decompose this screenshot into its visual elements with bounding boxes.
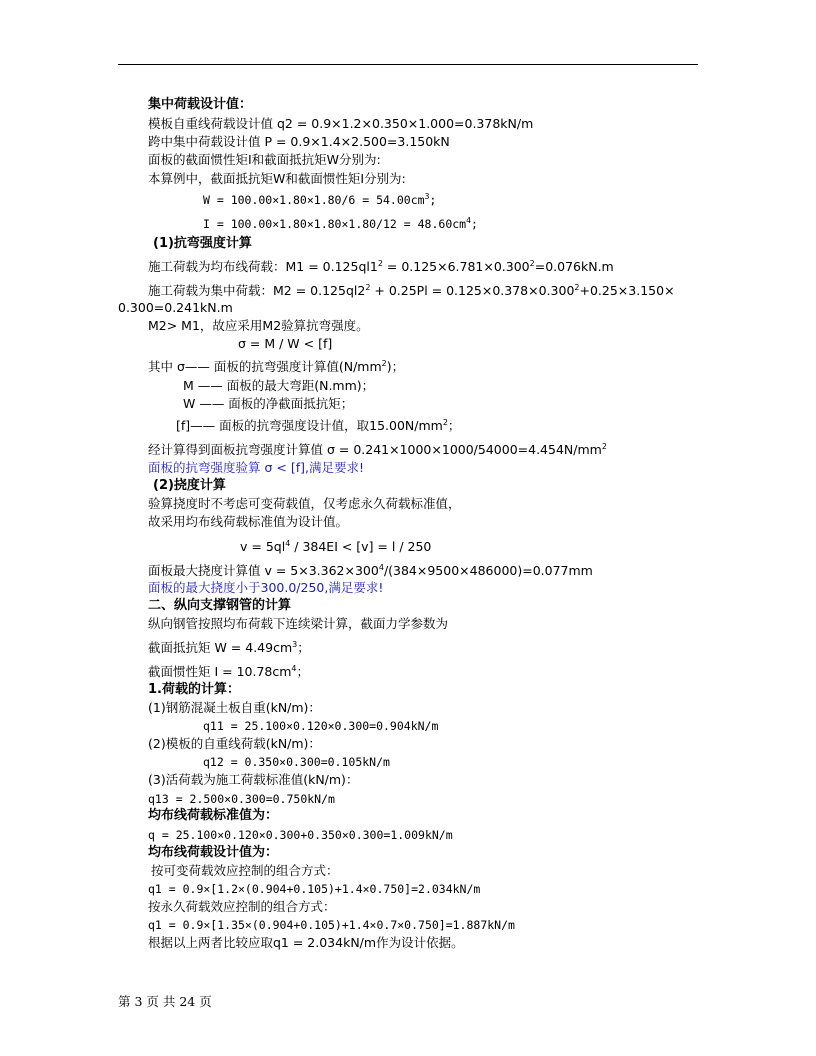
text-line: 纵向钢管按照均布荷载下连续梁计算，截面力学参数为 (148, 616, 449, 631)
formula-m1: 施工荷载为均布线荷载：$M1 = 0.125ql1^2 = 0.125\times 6.781\times 0.300^2=0.076kN.m$ (148, 259, 614, 274)
result-sigma: 经计算得到面板抗弯强度计算值 $\sigma = 0.241\times 1000\times 1000/54000=4.454N/mm^2$ (148, 442, 607, 457)
formula-q1-variable: q1 = 0.9×[1.2×(0.904+0.105)+1.4×0.750]=2.034kN/m (148, 882, 481, 896)
formula-q1-permanent: q1 = 0.9×[1.35×(0.904+0.105)+1.4×0.7×0.750]=1.887kN/m (148, 918, 515, 932)
text-line: (1)钢筋混凝土板自重(kN/m)： (148, 700, 321, 715)
formula-sigma: σ = M / W < [f] (238, 336, 333, 351)
definition-w: W —— 面板的净截面抵抗矩； (183, 396, 354, 411)
formula-q11: q11 = 25.100×0.120×0.300=0.904kN/m (203, 719, 439, 733)
text-line: 故采用均布线荷载标准值为设计值。 (148, 514, 349, 529)
text-line: 验算挠度时不考虑可变荷载值，仅考虑永久荷载标准值， (148, 496, 461, 511)
section-modulus: 截面抵抗矩 $W = 4.49cm^3$； (148, 640, 310, 655)
heading-design-value: 均布线荷载设计值为： (148, 845, 279, 860)
text-line: 本算例中，截面抵抗矩W和截面惯性矩I分别为: (148, 171, 406, 186)
heading-longitudinal-tube: 二、纵向支撑钢管的计算 (148, 598, 292, 613)
page-footer: 第 3 页 共 24 页 (118, 994, 212, 1009)
formula-q13: q13 = 2.500×0.300=0.750kN/m (148, 792, 335, 806)
formula-deflection: $v = 5ql^4 / 384EI < [v] = l / 250$ (240, 539, 432, 554)
formula-q12: q12 = 0.350×0.300=0.105kN/m (203, 755, 390, 769)
definition-f: [f]—— 面板的抗弯强度设计值，取$15.00N/mm^2$； (176, 418, 461, 433)
text-line: 按可变荷载效应控制的组合方式： (151, 863, 339, 878)
text-line: M2> M1，故应采用M2验算抗弯强度。 (148, 318, 369, 333)
header-rule (118, 64, 698, 65)
heading-standard-value: 均布线荷载标准值为： (148, 808, 279, 823)
definition-sigma: 其中 σ—— 面板的抗弯强度计算值$(N/mm^2)$； (148, 359, 405, 374)
heading-deflection: (2)挠度计算 (153, 478, 226, 493)
text-line: (3)活荷载为施工荷载标准值(kN/m)： (148, 772, 359, 787)
heading-concentrated-load: 集中荷载设计值： (148, 97, 253, 112)
text-line: (2)模板的自重线荷载(kN/m)： (148, 736, 321, 751)
text-line: 面板的截面惯性矩I和截面抵抗矩W分别为: (148, 152, 381, 167)
conclusion-line: 根据以上两者比较应取q1 = 2.034kN/m作为设计依据。 (148, 935, 464, 950)
heading-load-calc: 1.荷载的计算： (148, 682, 240, 697)
text-line: 跨中集中荷载设计值 P = 0.9×1.4×2.500=3.150kN (148, 134, 450, 149)
check-deflection-ok: 面板的最大挠度小于300.0/250,满足要求! (148, 580, 384, 595)
formula-m2: 施工荷载为集中荷载：$M2 = 0.125ql2^2 + 0.25Pl = 0.125\times 0.378\times 0.300^2+0.25\times 3.150\times$ (148, 283, 675, 298)
check-bending-ok: 面板的抗弯强度验算 σ < [f],满足要求! (148, 460, 364, 475)
heading-bending-strength: (1)抗弯强度计算 (153, 236, 252, 251)
moment-of-inertia: 截面惯性矩 $I = 10.78cm^4$； (148, 664, 310, 679)
formula-q-standard: q = 25.100×0.120×0.300+0.350×0.300=1.009kN/m (148, 828, 453, 842)
text-line: 模板自重线荷载设计值 q2 = 0.9×1.2×0.350×1.000=0.378kN/m (148, 116, 534, 131)
definition-m: M —— 面板的最大弯距(N.mm)； (183, 378, 375, 393)
formula-w: $W = 100.00\times 1.80\times 1.80/6 = 54.00cm^3$; (203, 192, 437, 207)
formula-m2-cont: 0.300=0.241kN.m (118, 300, 233, 315)
text-line: 按永久荷载效应控制的组合方式： (148, 899, 336, 914)
formula-i: $I = 100.00\times 1.80\times 1.80\times 1.80/12 = 48.60cm^4$; (203, 216, 478, 231)
result-deflection: 面板最大挠度计算值 $v = 5\times 3.362\times 300^4/(384\times 9500\times 486000)=0.077mm$ (148, 563, 593, 578)
